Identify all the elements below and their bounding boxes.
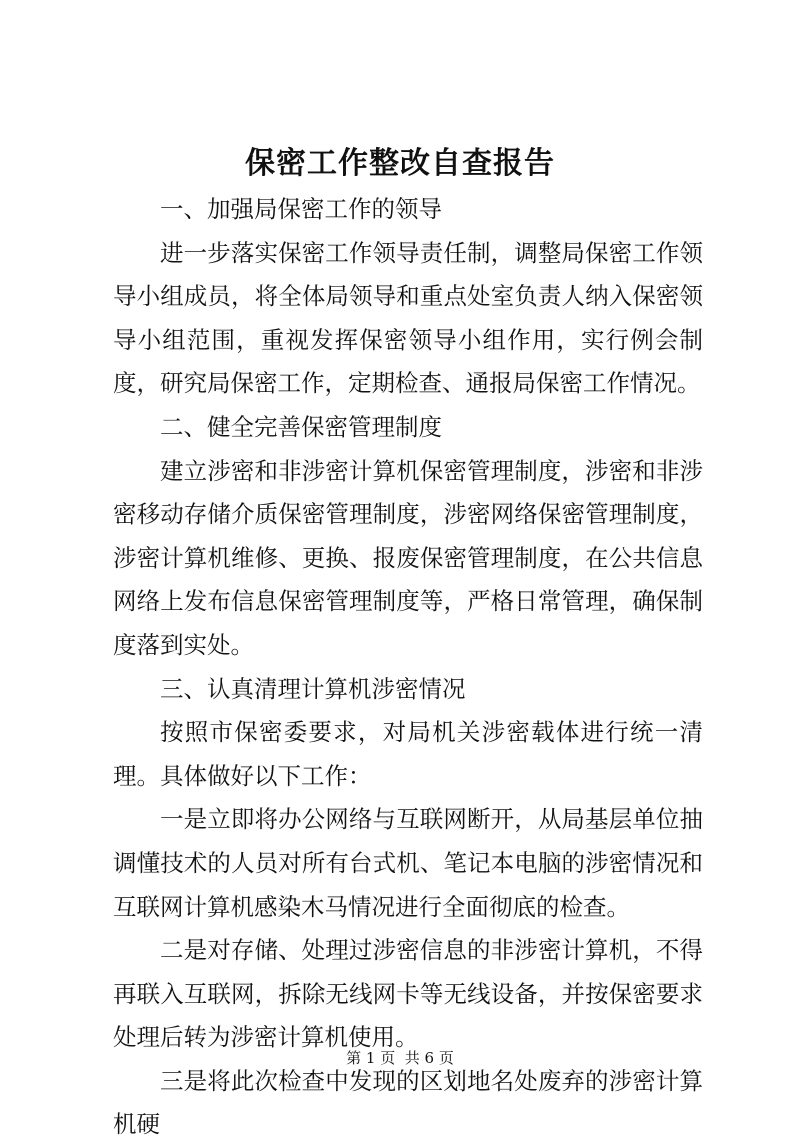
body-paragraph: 进一步落实保密工作领导责任制，调整局保密工作领导小组成员，将全体局领导和重点处室负责人纳入保密领导小组范围，重视发挥保密领导小组作用，实行例会制度，研究局保密工作，定期检查、通报局保密工作情况。 xyxy=(113,238,703,398)
section-heading: 三、认真清理计算机涉密情况 xyxy=(160,674,466,703)
page-total: 共 6 页 xyxy=(404,1049,454,1067)
document-title: 保密工作整改自查报告 xyxy=(245,146,555,181)
page-footer xyxy=(0,1047,800,1069)
document-body xyxy=(113,188,703,1147)
section-heading: 二、健全完善保密管理制度 xyxy=(160,412,442,441)
body-paragraph: 一是立即将办公网络与互联网断开，从局基层单位抽调懂技术的人员对所有台式机、笔记本电脑的涉密情况和互联网计算机感染木马情况进行全面彻底的检查。 xyxy=(113,805,703,921)
body-paragraph: 建立涉密和非涉密计算机保密管理制度，涉密和非涉密移动存储介质保密管理制度，涉密网络保密管理制度，涉密计算机维修、更换、报废保密管理制度，在公共信息网络上发布信息保密管理制度等，严格日常管理，确保制度落到实处。 xyxy=(113,456,703,659)
page-number: 第 1 页 xyxy=(346,1049,396,1067)
section-heading: 一、加强局保密工作的领导 xyxy=(160,195,442,223)
body-paragraph: 三是将此次检查中发现的区划地名处废弃的涉密计算机硬 xyxy=(113,1066,703,1139)
body-paragraph: 二是对存储、处理过涉密信息的非涉密计算机，不得再联入互联网，拆除无线网卡等无线设备，并按保密要求处理后转为涉密计算机使用。 xyxy=(113,936,703,1052)
body-paragraph: 按照市保密委要求，对局机关涉密载体进行统一清理。具体做好以下工作： xyxy=(113,718,703,790)
